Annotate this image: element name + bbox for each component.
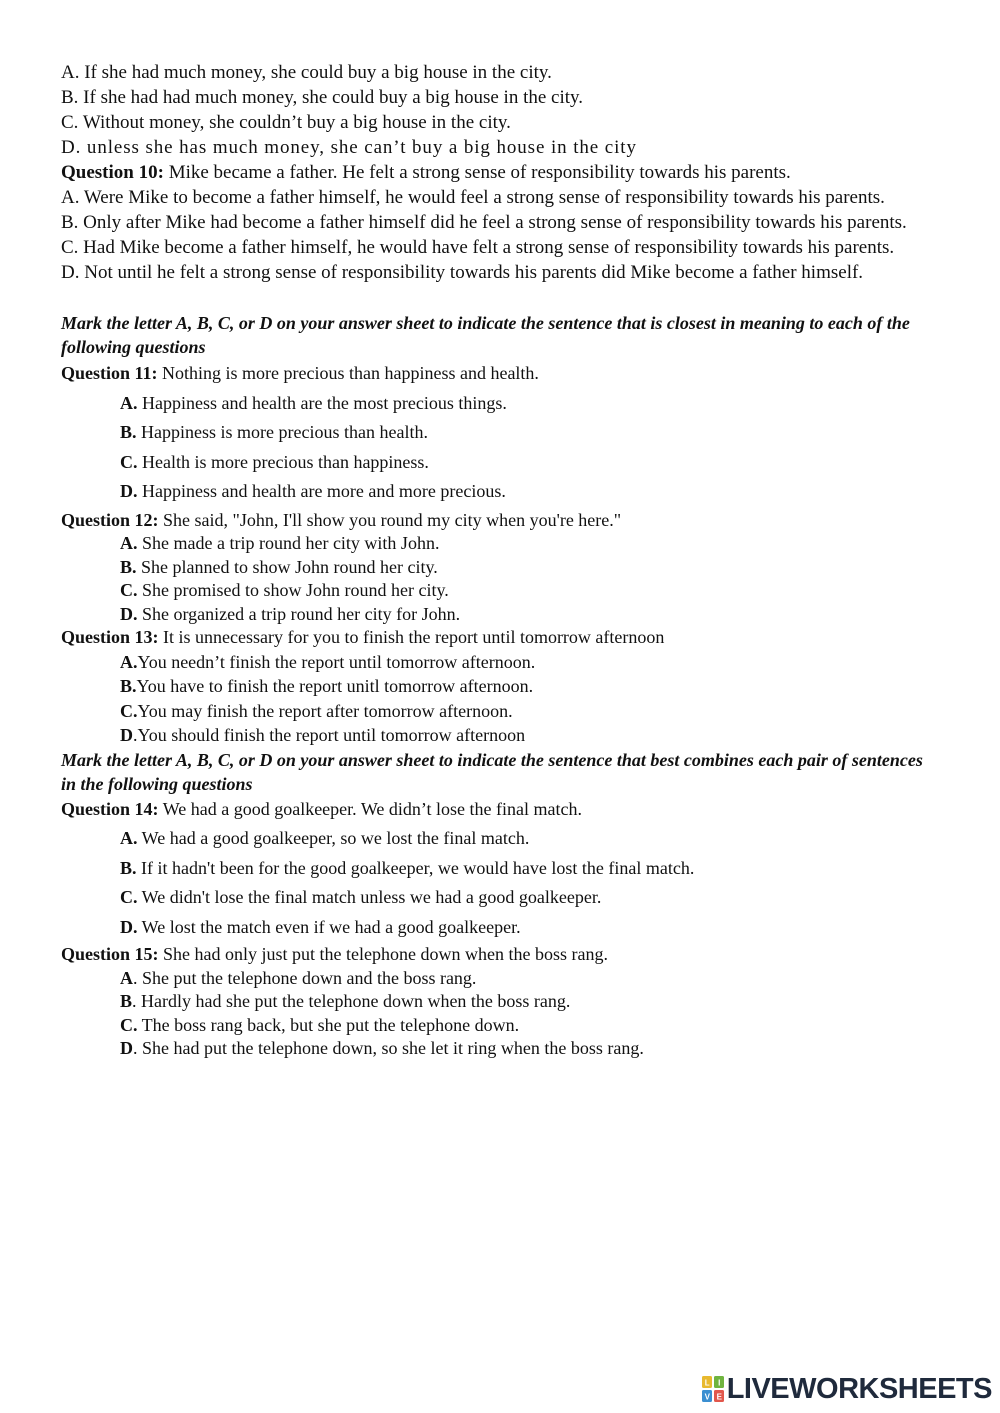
q11-stem — [61, 362, 941, 386]
q12-option-a: A. She made a trip round her city with John. — [120, 533, 440, 553]
q12-option-b: B. She planned to show John round her city. — [120, 556, 438, 577]
q12-text: She said, "John, I'll show you round my city when you're here." — [158, 509, 622, 530]
q12-option-c: C. She promised to show John round her city. — [120, 580, 449, 600]
question-15 — [61, 943, 941, 1061]
svg-text:I: I — [717, 1378, 720, 1388]
q13-option-c: C.You may finish the report after tomorrow afternoon. — [120, 700, 513, 721]
q13-stem — [61, 626, 941, 650]
q12-option-d: D. She organized a trip round her city for John. — [120, 603, 461, 624]
question-13 — [61, 626, 941, 748]
q14-option-b: B. If it hadn't been for the good goalkeeper, we would have lost the final match. — [120, 857, 695, 878]
question-14 — [61, 798, 941, 943]
q14-stem — [61, 798, 941, 822]
liveworksheets-brand-text: LIVEWORKSHEETS — [726, 1372, 992, 1405]
liveworksheets-logo[interactable] — [702, 1374, 992, 1404]
q11-option-d: D. Happiness and health are more and more precious. — [120, 481, 506, 501]
q11-option-c: C. Health is more precious than happiness. — [120, 451, 429, 472]
q13-label: Question 13: — [61, 627, 159, 647]
q14-option-c: C. We didn't lose the final match unless we had a good goalkeeper. — [120, 887, 602, 907]
q10-option-a: A. Were Mike to become a father himself, he would feel a strong sense of responsibility towards his parents. — [61, 187, 885, 208]
q9-option-d: D. unless she has much money, she can’t buy a big house in the city — [61, 137, 637, 158]
q10-option-b: B. Only after Mike had become a father himself did he feel a strong sense of responsibility towards his parents. — [61, 212, 907, 233]
q15-text: She had only just put the telephone down when the boss rang. — [158, 944, 608, 964]
q13-option-b: B.You have to finish the report unitl tomorrow afternoon. — [120, 676, 534, 696]
svg-text:E: E — [716, 1392, 722, 1402]
q14-text: We had a good goalkeeper. We didn’t lose the final match. — [158, 798, 582, 819]
q10-option-d: D. Not until he felt a strong sense of responsibility towards his parents did Mike become a father himself. — [61, 262, 864, 283]
q13-option-a: A.You needn’t finish the report until tomorrow afternoon. — [120, 651, 536, 672]
q15-label: Question 15: — [61, 944, 159, 964]
question-12 — [61, 509, 941, 627]
q13-option-d: D.You should finish the report until tomorrow afternoon — [120, 725, 526, 745]
q10-stem — [61, 160, 941, 185]
svg-text:V: V — [704, 1392, 710, 1402]
q10-label: Question 10: — [61, 162, 164, 183]
q13-text: It is unnecessary for you to finish the report until tomorrow afternoon — [158, 627, 665, 647]
question-10 — [61, 160, 941, 285]
q15-option-d: D. She had put the telephone down, so she let it ring when the boss rang. — [120, 1038, 644, 1058]
q10-text: Mike became a father. He felt a strong sense of responsibility towards his parents. — [163, 162, 791, 183]
q12-stem — [61, 509, 941, 533]
q15-option-b: B. Hardly had she put the telephone down when the boss rang. — [120, 991, 571, 1011]
q14-label: Question 14: — [61, 798, 159, 819]
q14-option-d: D. We lost the match even if we had a good goalkeeper. — [120, 916, 521, 937]
question-11 — [61, 362, 941, 507]
q15-option-a: A. She put the telephone down and the boss rang. — [120, 967, 477, 988]
q14-option-a: A. We had a good goalkeeper, so we lost the final match. — [120, 828, 530, 848]
q12-label: Question 12: — [61, 509, 159, 530]
instruction-closest-meaning: Mark the letter A, B, C, or D on your answer sheet to indicate the sentence that is closest in meaning to each of the following questions — [61, 313, 910, 357]
q15-stem — [61, 943, 941, 967]
q15-option-c: C. The boss rang back, but she put the telephone down. — [120, 1014, 520, 1035]
q9-option-a: A. If she had much money, she could buy a big house in the city. — [61, 62, 552, 83]
q10-option-c: C. Had Mike become a father himself, he would have felt a strong sense of responsibility towards his parents. — [61, 237, 895, 258]
q11-option-b: B. Happiness is more precious than health. — [120, 422, 428, 442]
svg-text:L: L — [704, 1378, 709, 1388]
question-9-options — [61, 60, 941, 160]
q11-option-a: A. Happiness and health are the most precious things. — [120, 392, 507, 413]
q11-text: Nothing is more precious than happiness and health. — [157, 363, 539, 383]
q11-label: Question 11: — [61, 363, 158, 383]
liveworksheets-logo-icon — [702, 1376, 724, 1402]
worksheet-page — [61, 60, 941, 1061]
instruction-best-combines: Mark the letter A, B, C, or D on your answer sheet to indicate the sentence that best combines each pair of sentences in the following questions — [61, 749, 923, 794]
q9-option-b: B. If she had had much money, she could buy a big house in the city. — [61, 87, 584, 108]
q9-option-c: C. Without money, she couldn’t buy a big house in the city. — [61, 112, 511, 133]
